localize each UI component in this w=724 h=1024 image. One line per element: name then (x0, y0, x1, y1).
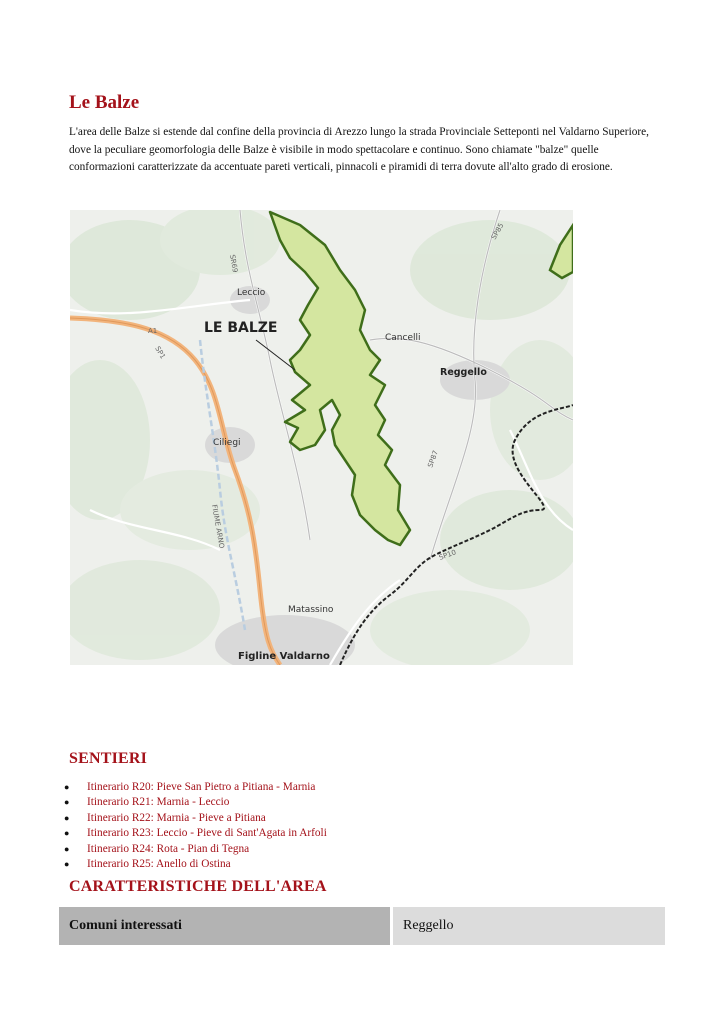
trail-list (64, 780, 327, 872)
list-item (64, 857, 327, 872)
table-cell-value: Reggello (393, 907, 665, 945)
trail-link-r23[interactable]: Itinerario R23: Leccio - Pieve di Sant'Agata in Arfoli (87, 827, 327, 840)
road-sp87: SP87 (426, 449, 440, 469)
intro-paragraph: L'area delle Balze si estende dal confine della provincia di Arezzo lungo la strada Provinciale Setteponti nel Valdarno Superiore, dove la peculiare geomorfologia delle Balze è visibile in modo spettacolare e continuo. Sono chiamate "balze" quelle conformazioni caratterizzate da accentuate pareti verticali, pinnacoli e piramidi di terra dovute all'alto grado di erosione. (69, 126, 649, 173)
place-ciliegi: Ciliegi (213, 438, 241, 448)
trail-link-r21[interactable]: Itinerario R21: Marnia - Leccio (87, 796, 230, 809)
road-sp85: SP85 (489, 221, 506, 241)
table-cell-label: Comuni interessati (59, 907, 390, 945)
place-cancelli: Cancelli (385, 333, 421, 343)
bullet-icon: ● (64, 843, 70, 854)
trail-link-r22[interactable]: Itinerario R22: Marnia - Pieve a Pitiana (87, 811, 266, 824)
road-a1: A1 (148, 327, 158, 335)
bullet-icon: ● (64, 858, 70, 869)
road-sp1: SP1 (153, 345, 167, 361)
list-item (64, 795, 327, 810)
list-item (64, 811, 327, 826)
road-sr69: SR69 (228, 253, 240, 274)
bullet-icon: ● (64, 828, 70, 839)
trail-link-r25[interactable]: Itinerario R25: Anello di Ostina (87, 857, 231, 870)
caratteristiche-heading: CARATTERISTICHE DELL'AREA (69, 878, 327, 895)
river-arno-label: FIUME ARNO (210, 503, 226, 549)
place-reggello: Reggello (440, 367, 487, 378)
place-matassino: Matassino (288, 605, 334, 615)
trail-link-r20[interactable]: Itinerario R20: Pieve San Pietro a Pitiana - Marnia (87, 781, 316, 793)
list-item (64, 842, 327, 857)
bullet-icon: ● (64, 782, 70, 792)
bullet-icon: ● (64, 812, 70, 823)
list-item (64, 826, 327, 841)
place-leccio: Leccio (237, 288, 266, 298)
area-label: LE BALZE (204, 320, 278, 336)
place-figline: Figline Valdarno (238, 651, 330, 662)
page-title: Le Balze (69, 92, 140, 113)
sentieri-heading: SENTIERI (69, 750, 148, 767)
area-map (70, 210, 573, 665)
trail-link-r24[interactable]: Itinerario R24: Rota - Pian di Tegna (87, 842, 250, 855)
road-sp10: SP10 (437, 548, 458, 562)
bullet-icon: ● (64, 797, 70, 808)
list-item (64, 780, 327, 795)
table-row (59, 907, 665, 945)
